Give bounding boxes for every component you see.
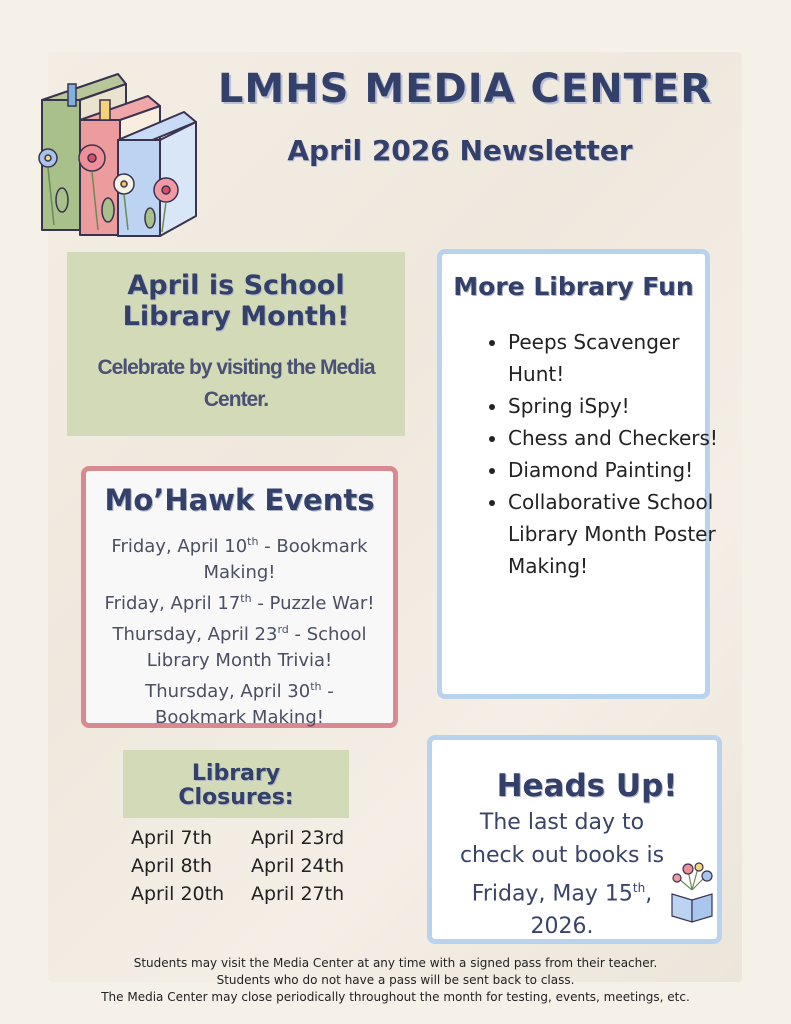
heads-up-line: The last day to [479,810,645,835]
closures-heading-line1: Library [191,761,281,786]
closures-heading-line2: Closures: [178,785,294,810]
heads-up-heading: Heads Up! [496,768,678,804]
closure-date: April 27th [251,883,345,905]
closure-date: April 8th [131,855,213,877]
event-line: Friday, April 17th - Puzzle War! [104,592,375,614]
heads-up-card [427,735,722,944]
heads-up-text [442,806,682,943]
newsletter-subtitle: April 2026 Newsletter [287,134,633,167]
closure-date: April 23rd [251,827,345,849]
library-month-text [75,352,397,416]
list-item: • Spring iSpy! [508,390,718,422]
events-heading: Mo’Hawk Events [104,483,375,517]
event-line: Making! [203,562,276,583]
event-line: Thursday, April 30th - [145,680,334,702]
closure-date: April 20th [131,883,225,905]
library-month-heading-line2: Library Month! [122,301,350,332]
library-month-text-line2: Center. [203,388,269,411]
footer-line: The Media Center may close periodically throughout the month for testing, events, meetings, etc. [101,990,690,1004]
heads-up-line: 2026. [530,914,594,940]
footer-line: Students who do not have a pass will be sent back to class. [216,973,575,987]
books-flowers-illustration [28,60,203,240]
mohawk-events-card [81,466,398,728]
closures-heading [123,750,349,818]
more-fun-heading: More Library Fun [453,272,694,301]
event-line: Thursday, April 23rd - School [112,623,367,645]
heads-up-line: Friday, May 15th, [471,881,653,907]
list-item: • Chess and Checkers! [508,422,718,454]
footer-line: Students may visit the Media Center at any time with a signed pass from their teacher. [133,956,658,970]
more-fun-list [484,326,718,582]
event-line: Library Month Trivia! [146,650,333,671]
page-title: LMHS MEDIA CENTER [217,66,713,112]
library-month-heading-line1: April is School [127,270,345,301]
library-month-card [67,252,405,436]
event-line: Bookmark Making! [155,707,324,728]
events-list [90,529,389,731]
library-month-heading [67,270,405,332]
heads-up-line: check out books is [459,843,665,868]
list-item: • Diamond Painting! [508,454,718,486]
closure-date: April 7th [131,827,213,849]
list-item: • Collaborative School Library Month Poster Making! [508,486,718,582]
book-flowers-icon [668,860,716,926]
closure-date: April 24th [251,855,345,877]
footer-notes [40,955,751,1006]
event-line: Friday, April 10th - Bookmark [111,535,368,557]
more-library-fun-card [437,249,718,699]
closures-dates [131,824,391,908]
library-month-text-line1: Celebrate by visiting the Media [97,356,375,379]
list-item: • Peeps Scavenger Hunt! [508,326,718,390]
